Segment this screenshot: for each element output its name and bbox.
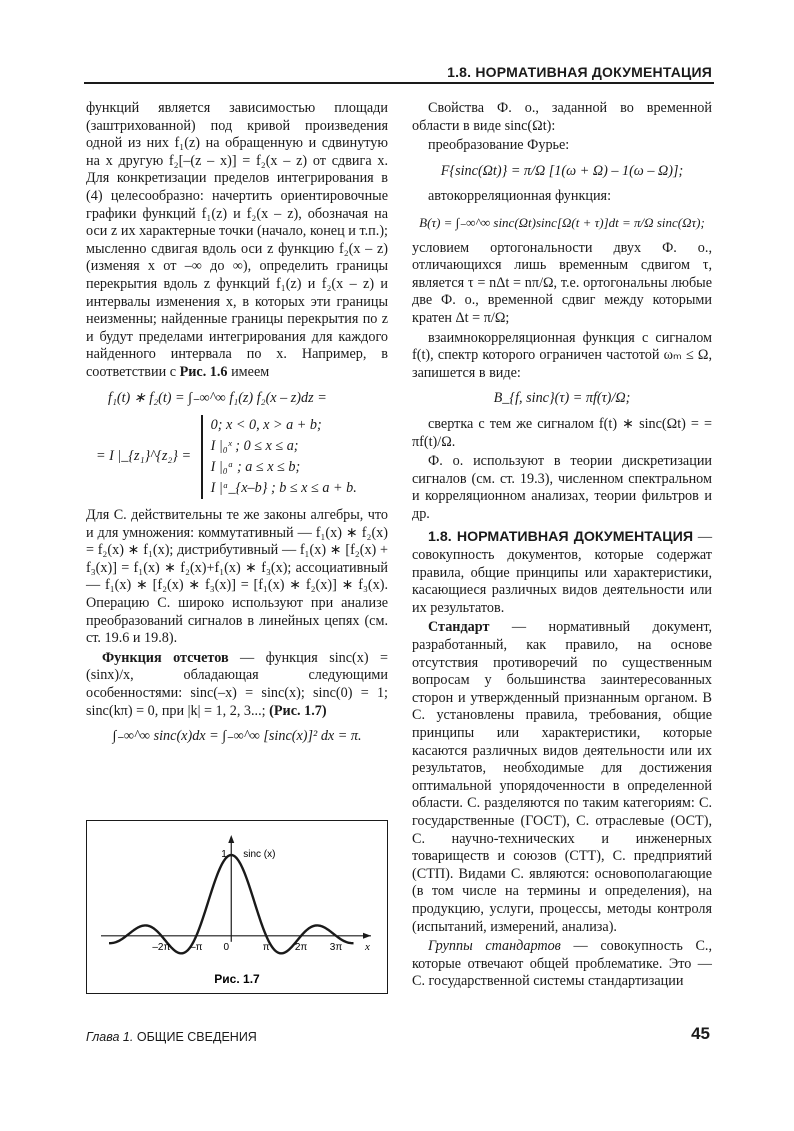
sinc-integral-formula: ∫₋∞^∞ sinc(x)dx = ∫₋∞^∞ [sinc(x)]² dx = π. [112,728,362,745]
piecewise-formula [96,415,388,499]
running-title: 1.8. НОРМАТИВНАЯ ДОКУМЕНТАЦИЯ [447,64,712,80]
piecewise-lhs: = I |_{z₁}^{z₂} = [96,448,192,465]
left-p1-end: имеем [231,363,270,380]
right-paragraph-4: условием ортогональности двух Ф. о., отличающихся лишь временным сдвигом τ, является τ = nΔt = nπ/Ω, т.е. ортогональны любые две Ф. о., временной сдвиг между которыми кратен Δt = π/Ω; [412,239,712,326]
section-title: 1.8. НОРМАТИВНАЯ ДОКУМЕНТАЦИЯ [428,529,694,546]
y-axis-arrow [228,835,234,843]
left-paragraph-1 [86,100,388,382]
x-tick-label: 3π [329,941,343,953]
right-paragraph-5: взаимнокорреляционная функция с сигналом f(t), спектр которого ограничен частотой ωₘ ≤ Ω, запишется в виде: [412,329,712,381]
page-number: 45 [691,1024,710,1043]
x-tick-label: 0 [223,941,230,953]
cross-correlation-formula: B_{f, sinc}(τ) = πf(τ)/Ω; [493,390,631,407]
left-p1-text: функций является зависимостью площади (заштрихованной) под кривой произведения одной из них f₁(z) на обращенную и сдвинутую на x другую f₂[–(z – x)] = f₂(x – z) от сдвига x. Для конкретизации пределов интегрирования в (4) целесообразно: начертить ориентировочные графики функций f₁(z) и f₂(x – z), обозначая на оси z их характерные точки (начало, конец и т.п.); мысленно сдвигая вдоль оси z функцию f₂(x – z) (изменяя x от –∞ до ∞), определить границы перекрытия вдоль z функций f₁(z) и f₂(x – z) и интервалы изменения x, в которых эти границы неизменны; найденные границы перекрытия по z и будут пределами интегрирования для каждого найденного интервала по x. Например, в соответствии с [86,100,388,380]
piecewise-case-3: I |₀ᵃ ; a ≤ x ≤ b; [210,459,301,476]
sinc-chart [87,821,387,993]
section-intro: — совокупность документов, которые содержат правила, общие принципы или характеристики, касающиеся различных видов деятельности или их результатов. [412,529,713,616]
right-paragraph-7: Ф. о. используют в теории дискретизации сигналов (см. ст. 19.3), численном спектральном и корреляционном анализах, теории фильтров и др. [412,453,712,522]
left-paragraph-2: Для С. действительны те же законы алгебры, что и для умножения: коммутативный — f₁(x) ∗ f₂(x) = f₂(x) ∗ f₁(x); дистрибутивный — f₁(x) ∗ [f₂(x) + f₃(x)] = f₁(x) ∗ f₂(x)+f₁(x) ∗ f₃(x); ассоциативный — f₁(x) ∗ [f₂(x) ∗ f₃(x)] = [f₁(x) ∗ f₂(x)] ∗ f₃(x). Операцию С. широко используют при анализе преобразований сигналов в линейных цепях (см. ст. 19.6 и 19.8). [86,507,388,647]
fourier-formula: F{sinc(Ωt)} = π/Ω [1(ω + Ω) – 1(ω – Ω)]; [440,162,684,179]
footer-chapter-prefix: Глава 1. [86,1030,134,1044]
curve-label: sinc (x) [243,849,276,861]
convolution-formula: f₁(t) ∗ f₂(t) = ∫₋∞^∞ f₁(z) f₂(x – z)dz = [108,389,327,406]
figure-ref-1-6: Рис. 1.6 [179,363,228,380]
footer-chapter [86,1030,257,1044]
x-tick-label: π [262,941,270,953]
figure-caption: Рис. 1.7 [214,972,260,986]
piecewise-case-2: I |₀ˣ ; 0 ≤ x ≤ a; [210,438,299,455]
right-column [412,100,712,993]
footer-chapter-title: ОБЩИЕ СВЕДЕНИЯ [136,1030,257,1044]
autocorrelation-formula: B(τ) = ∫₋∞^∞ sinc(Ωt)sinc[Ω(t + τ)]dt = π/Ω sinc(Ωτ); [419,214,705,230]
piecewise-case-4: I |ᵃ_{x–b} ; b ≤ x ≤ a + b. [210,480,357,497]
piecewise-case-1: 0; x < 0, x > a + b; [210,417,322,434]
header-rule [84,82,714,84]
piecewise-cases [201,415,357,499]
section-1-8 [412,529,712,617]
figure-ref-1-7: (Рис. 1.7) [269,702,327,719]
x-tick-label: –2π [152,941,171,953]
left-column [86,100,388,754]
standard-definition: — нормативный документ, разработанный, как правило, на основе отсутствия противоречий по существенным вопросам у большинства заинтересованных сторон и утвержденный признанным органом. В С. установлены правила, требования, общие принципы или характеристики, которые касаются различных видов деятельности или их результатов, необходимые для достижения оптимальной упорядоченности в определенной области. С. разделяются по таким категориям: С. государственные (ГОСТ), С. отраслевые (ОСТ), С. научно-технических и инженерных товариществ и союзов (СТТ), С. предприятий (СТП). Видами С. являются: основополагающие (в том числе на термины и определения), на продукцию, услуги, процессы, методы контроля (испытаний, измерений, анализа). [412,619,713,935]
right-paragraph-1: Свойства Ф. о., заданной во временной области в виде sinc(Ωt): [412,100,712,134]
right-paragraph-2: преобразование Фурье: [428,137,570,154]
left-paragraph-3 [86,650,388,720]
figure-1-7 [86,820,388,994]
term-standard-groups: Группы стандартов [428,938,561,955]
term-sampling-function: Функция отсчетов [102,649,229,666]
left-p3-text: — функция sinc(x) = (sinx)/x, обладающая следующими особенностями: sinc(–x) = sinc(x); sinc(0) = 1; sinc(kπ) = 0, при |k| = 1, 2, 3...; [86,649,389,719]
groups-definition: — совокупность С., которые отвечают общей проблематике. Это — С. государственной системы стандартизации [412,938,713,990]
x-axis-arrow [363,933,371,939]
x-axis-label: x [365,940,370,953]
x-tick-label: –π [190,941,203,953]
right-paragraph-groups [412,938,712,991]
x-tick-labels [152,942,342,953]
right-paragraph-3: автокорреляционная функция: [428,188,612,205]
y-tick-1: 1 [221,849,227,861]
right-paragraph-standard [412,619,712,936]
x-tick-label: 2π [294,941,308,953]
right-paragraph-6: свертка с тем же сигналом f(t) ∗ sinc(Ωt) = = πf(t)/Ω. [412,415,712,450]
term-standard: Стандарт [428,619,490,636]
